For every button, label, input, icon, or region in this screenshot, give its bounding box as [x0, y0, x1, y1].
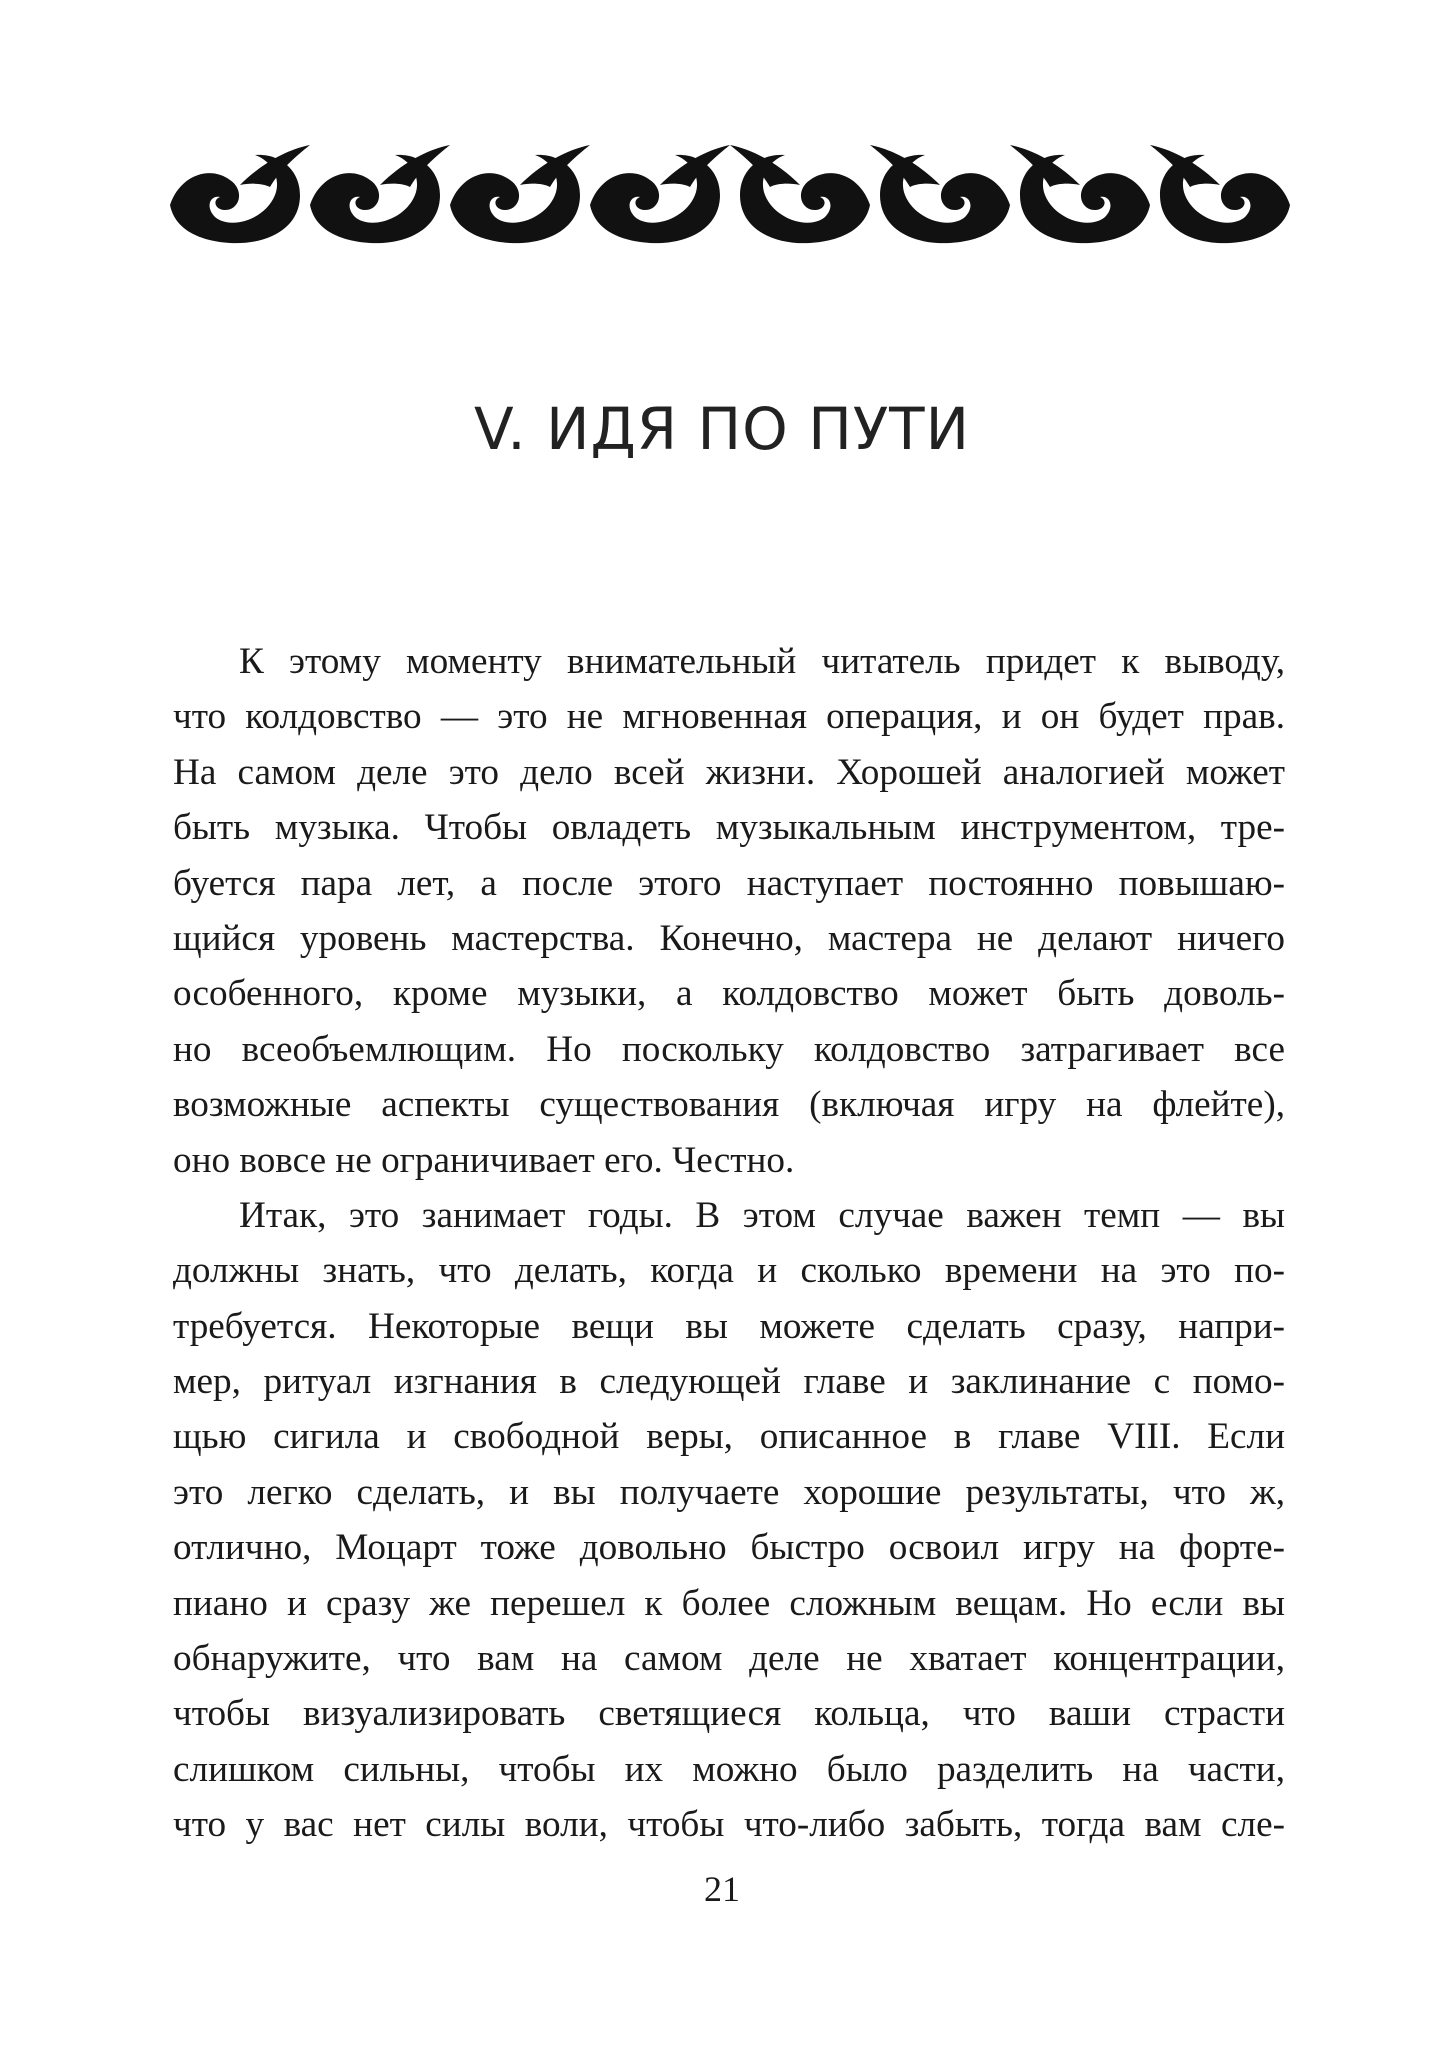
text-line: это легко сделать, и вы получаете хорошие результаты, что ж,: [173, 1471, 1285, 1513]
text-line: На самом деле это дело всей жизни. Хорошей аналогией может: [173, 751, 1285, 793]
text-line: возможные аспекты существования (включая игру на флейте),: [173, 1084, 1285, 1126]
text-line: мер, ритуал изгнания в следующей главе и заклинание с помо-: [173, 1361, 1285, 1403]
body-text: [173, 634, 1285, 1853]
paragraph: [173, 634, 1285, 1188]
text-line: но всеобъемлющим. Но поскольку колдовство затрагивает все: [173, 1028, 1285, 1070]
page-number: 21: [704, 1869, 740, 1909]
paragraph: [173, 1188, 1285, 1853]
decorative-swirl-border-icon: [170, 140, 1290, 250]
text-line: щийся уровень мастерства. Конечно, мастера не делают ничего: [173, 917, 1285, 959]
text-line: К этому моменту внимательный читатель придет к выводу,: [239, 641, 1285, 682]
text-line: чтобы визуализировать светящиеся кольца, что ваши страсти: [173, 1693, 1285, 1735]
text-line: оно вовсе не ограничивает его. Честно.: [173, 1139, 795, 1181]
text-line: щью сигила и свободной веры, описанное в главе VIII. Если: [173, 1416, 1285, 1458]
chapter-title: V. ИДЯ ПО ПУТИ: [474, 395, 970, 463]
text-line: что у вас нет силы воли, чтобы что-либо забыть, тогда вам сле-: [173, 1804, 1285, 1846]
text-line: отлично, Моцарт тоже довольно быстро освоил игру на форте-: [173, 1527, 1285, 1569]
text-line: буется пара лет, а после этого наступает постоянно повышаю-: [173, 862, 1285, 904]
text-line: особенного, кроме музыки, а колдовство может быть доволь-: [173, 973, 1285, 1015]
text-line: быть музыка. Чтобы овладеть музыкальным инструментом, тре-: [173, 807, 1285, 849]
text-line: пиано и сразу же перешел к более сложным вещам. Но если вы: [173, 1582, 1285, 1624]
text-line: слишком сильны, чтобы их можно было разделить на части,: [173, 1748, 1285, 1790]
text-line: Итак, это занимает годы. В этом случае важен темп — вы: [239, 1194, 1285, 1236]
text-line: обнаружите, что вам на самом деле не хватает концентрации,: [173, 1638, 1285, 1680]
text-line: что колдовство — это не мгновенная операция, и он будет прав.: [173, 696, 1285, 738]
text-line: требуется. Некоторые вещи вы можете сделать сразу, напри-: [173, 1305, 1285, 1347]
text-line: должны знать, что делать, когда и сколько времени на это по-: [173, 1250, 1285, 1292]
